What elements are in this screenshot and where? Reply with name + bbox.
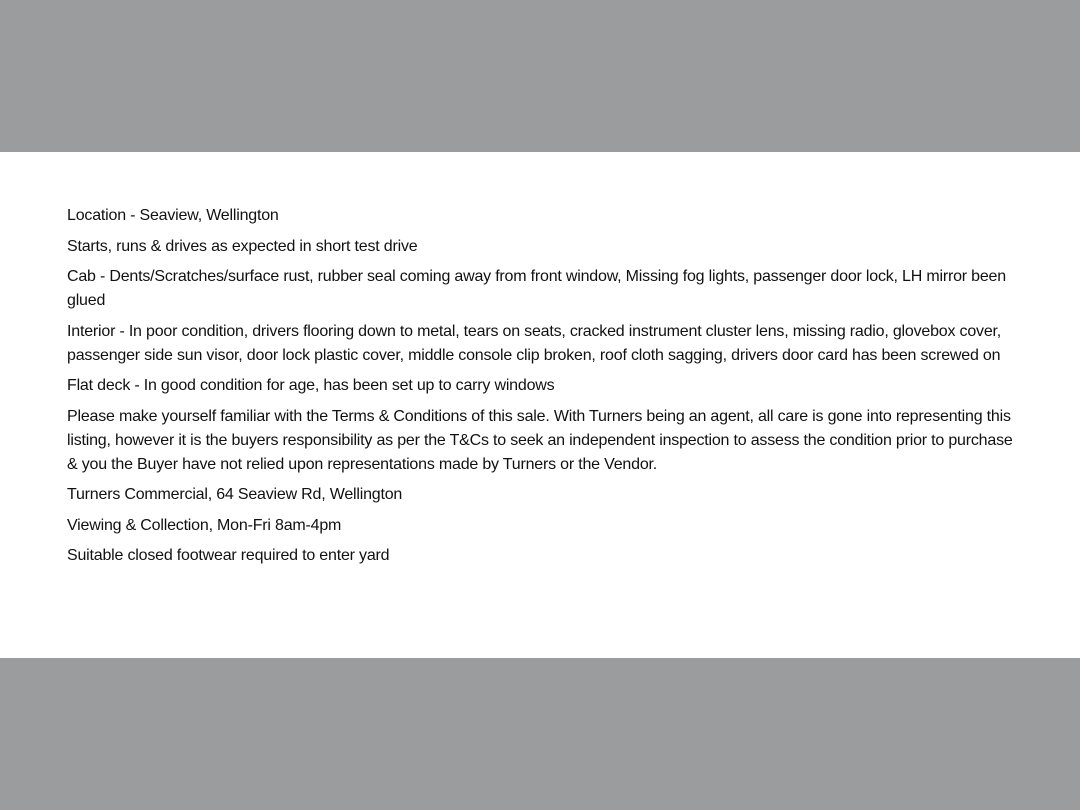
interior-condition-line: Interior - In poor condition, drivers flooring down to metal, tears on seats, cracked instrument cluster lens, missing radio, glovebox cover, passenger side sun visor, door lock plastic cover, middle console clip broken, roof cloth sagging, drivers door card has been screwed on bbox=[67, 322, 1002, 364]
listing-description-panel bbox=[0, 152, 1080, 658]
listing-description bbox=[67, 204, 1018, 568]
location-line: Location - Seaview, Wellington bbox=[67, 207, 279, 224]
flat-deck-line: Flat deck - In good condition for age, has been set up to carry windows bbox=[67, 377, 555, 394]
test-drive-line: Starts, runs & drives as expected in short test drive bbox=[67, 237, 418, 255]
viewing-hours-line: Viewing & Collection, Mon-Fri 8am-4pm bbox=[67, 516, 342, 534]
address-line: Turners Commercial, 64 Seaview Rd, Wellington bbox=[67, 486, 403, 503]
cab-condition-line: Cab - Dents/Scratches/surface rust, rubber seal coming away from front window, Missing fog lights, passenger door lock, LH mirror been glued bbox=[67, 268, 1006, 309]
terms-conditions-line: Please make yourself familiar with the Terms & Conditions of this sale. With Turners being an agent, all care is gone into representing this listing, however it is the buyers responsibility as per the T&Cs to seek an independent inspection to assess the condition prior to purchase & you the Buyer have not relied upon representations made by Turners or the Vendor. bbox=[67, 407, 1013, 473]
footwear-notice-line: Suitable closed footwear required to enter yard bbox=[67, 547, 390, 564]
